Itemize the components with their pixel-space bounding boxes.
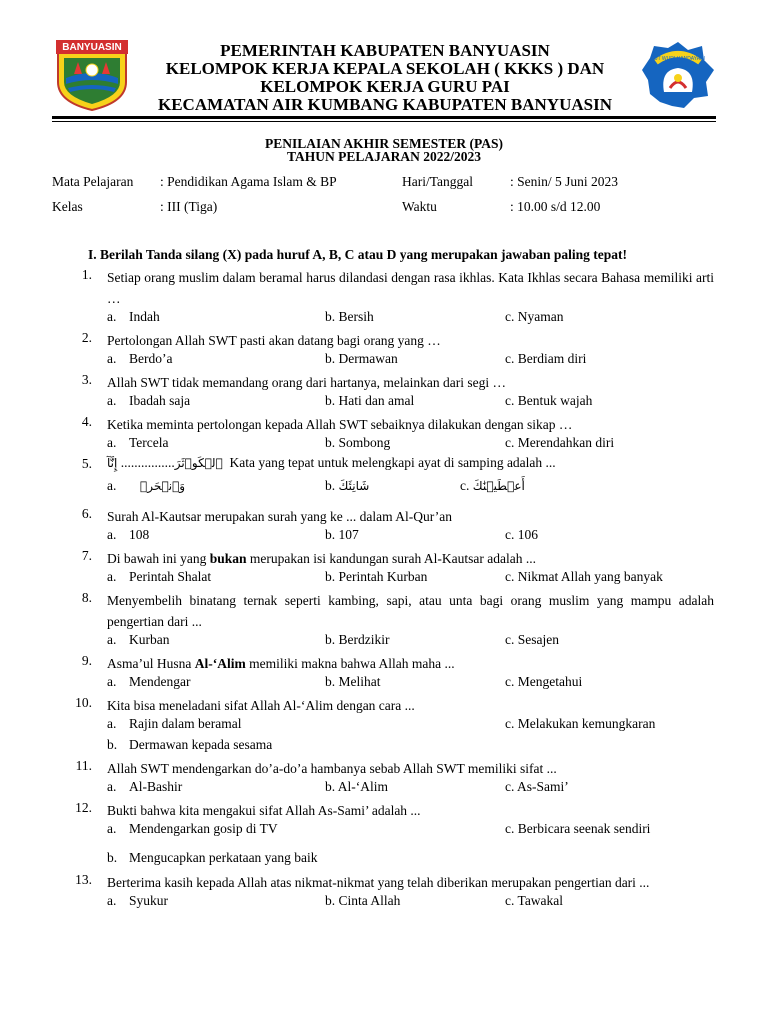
option-a: Mendengarkan gosip di TV — [129, 821, 278, 836]
option-a-label: a. — [107, 351, 117, 366]
header-divider-thin — [52, 121, 716, 122]
header-line-3: KELOMPOK KERJA GURU PAI — [260, 77, 510, 96]
option-c: c. Sesajen — [505, 632, 559, 647]
option-a: وَٱنۡحَرۡ — [140, 479, 186, 493]
question-5-prompt: Kata yang tepat untuk melengkapi ayat di samping adalah ... — [229, 455, 556, 470]
exam-year: TAHUN PELAJARAN 2022/2023 — [286, 149, 481, 164]
banyuasin-logo — [52, 38, 132, 112]
option-a: Al-Bashir — [129, 779, 183, 794]
question-text: Surah Al-Kautsar merupakan surah yang ke ... dalam Al-Qur’an — [107, 509, 453, 524]
header-lines — [130, 42, 640, 114]
option-a: Indah — [129, 309, 160, 324]
option-a-label: a. — [107, 674, 117, 689]
option-b: b. Al-‘Alim — [325, 779, 389, 794]
question-number: 8. — [81, 590, 92, 605]
option-a-label: a. — [107, 893, 117, 908]
option-b-label: b. — [107, 850, 118, 865]
question-number: 6. — [81, 506, 92, 521]
question-number: 5. — [81, 456, 92, 471]
blank-dots: ................ — [120, 455, 175, 470]
option-a-label: a. — [107, 393, 117, 408]
option-b: Dermawan kepada sesama — [129, 737, 273, 752]
option-a-label: a. — [107, 435, 117, 450]
option-a: Rajin dalam beramal — [129, 716, 242, 731]
question-number: 10. — [75, 695, 92, 710]
option-c: c. Nyaman — [505, 309, 564, 324]
option-a: Syukur — [129, 893, 169, 908]
option-a-label: a. — [107, 569, 117, 584]
arabic-verse-part: إِنَّآ — [107, 456, 118, 470]
exam-title: PENILAIAN AKHIR SEMESTER (PAS) — [265, 136, 503, 151]
option-a-label: a. — [107, 309, 117, 324]
question-text: Kita bisa meneladani sifat Allah Al-‘Alim dengan cara ... — [107, 698, 415, 713]
option-c: c. Mengetahui — [505, 674, 583, 689]
tut-wuri-handayani-logo — [640, 40, 716, 108]
question-text: Allah SWT tidak memandang orang dari hartanya, melainkan dari segi … — [107, 375, 507, 390]
option-a-label: a. — [107, 821, 117, 836]
option-c: c. Nikmat Allah yang banyak — [505, 569, 663, 584]
option-c: c. Bentuk wajah — [505, 393, 593, 408]
day-value: : Senin/ 5 Juni 2023 — [510, 174, 619, 189]
question-text: Bukti bahwa kita mengakui sifat Allah As-Sami’ adalah ... — [107, 803, 421, 818]
option-b: b. Cinta Allah — [325, 893, 401, 908]
question-text: Di bawah ini yang bukan merupakan isi kandungan surah Al-Kautsar adalah ... — [107, 551, 536, 566]
option-c: c. As-Sami’ — [505, 779, 569, 794]
header-line-4: KECAMATAN AIR KUMBANG KABUPATEN BANYUASIN — [158, 95, 612, 114]
question-text: Setiap orang muslim dalam beramal harus dilandasi dengan rasa ikhlas. Kata Ikhlas secara Bahasa memiliki arti … — [107, 270, 714, 306]
question-number: 4. — [81, 414, 92, 429]
option-b: b. Hati dan amal — [325, 393, 415, 408]
question-number: 1. — [81, 267, 92, 282]
class-value: : III (Tiga) — [160, 199, 218, 214]
header-line-1: PEMERINTAH KABUPATEN BANYUASIN — [220, 41, 550, 60]
option-c: c. Berbicara seenak sendiri — [505, 821, 651, 836]
class-label: Kelas — [52, 199, 83, 214]
option-c: c. أَعۡطَيۡنَٰكَ — [460, 478, 525, 493]
option-a-label: a. — [107, 478, 117, 493]
option-c: c. Merendahkan diri — [505, 435, 615, 450]
option-c: c. Tawakal — [505, 893, 564, 908]
question-text: Berterima kasih kepada Allah atas nikmat-nikmat yang telah diberikan merupakan pengertian dari ... — [107, 875, 650, 890]
option-b-label: b. — [107, 737, 118, 752]
question-number: 11. — [75, 758, 92, 773]
option-a: Perintah Shalat — [129, 569, 212, 584]
option-c: c. 106 — [505, 527, 538, 542]
option-a: Ibadah saja — [129, 393, 191, 408]
section-instruction: I. Berilah Tanda silang (X) pada huruf A, B, C atau D yang merupakan jawaban paling tepat! — [88, 247, 627, 262]
option-a: Tercela — [129, 435, 169, 450]
svg-text:TUT WURI HANDAYANI: TUT WURI HANDAYANI — [650, 56, 706, 62]
option-a: Berdo’a — [129, 351, 173, 366]
subject-label: Mata Pelajaran — [52, 174, 134, 189]
question-text: Pertolongan Allah SWT pasti akan datang bagi orang yang … — [107, 333, 441, 348]
option-b: b. Berdzikir — [325, 632, 390, 647]
header-line-2: KELOMPOK KERJA KEPALA SEKOLAH ( KKKS ) DAN — [165, 59, 605, 78]
day-label: Hari/Tanggal — [402, 174, 474, 189]
svg-text:BANYUASIN: BANYUASIN — [62, 42, 122, 53]
question-text: Ketika meminta pertolongan kepada Allah SWT sebaiknya dilakukan dengan sikap … — [107, 417, 573, 432]
question-number: 7. — [81, 548, 92, 563]
option-a: 108 — [129, 527, 150, 542]
question-number: 12. — [75, 800, 92, 815]
question-text — [107, 455, 556, 471]
option-b: b. Sombong — [325, 435, 391, 450]
question-text: Menyembelih binatang ternak seperti kambing, sapi, atau unta bagi orang muslim yang mampu adalah pengertian dari ... — [107, 593, 714, 629]
option-a-label: a. — [107, 632, 117, 647]
question-number: 13. — [75, 872, 92, 887]
option-b: b. Dermawan — [325, 351, 398, 366]
option-a: Mendengar — [129, 674, 191, 689]
time-value: : 10.00 s/d 12.00 — [510, 199, 601, 214]
option-b: b. Melihat — [325, 674, 381, 689]
option-c: c. Melakukan kemungkaran — [505, 716, 656, 731]
option-b: Mengucapkan perkataan yang baik — [129, 850, 318, 865]
option-b: b. 107 — [325, 527, 359, 542]
question-number: 2. — [81, 330, 92, 345]
question-text: Allah SWT mendengarkan do’a-do’a hambanya sebab Allah SWT memiliki sifat ... — [107, 761, 557, 776]
option-b: b. Perintah Kurban — [325, 569, 428, 584]
subject-value: : Pendidikan Agama Islam & BP — [160, 174, 337, 189]
question-number: 3. — [81, 372, 92, 387]
question-text: Asma’ul Husna Al-‘Alim memiliki makna bahwa Allah maha ... — [107, 656, 455, 671]
option-a-label: a. — [107, 716, 117, 731]
header-divider-thick — [52, 116, 716, 119]
option-b: b. Bersih — [325, 309, 374, 324]
option-c: c. Berdiam diri — [505, 351, 587, 366]
arabic-verse-part: ٱلۡكَوۡثَرَ — [174, 456, 223, 470]
option-a-label: a. — [107, 527, 117, 542]
option-a-label: a. — [107, 779, 117, 794]
time-label: Waktu — [402, 199, 437, 214]
question-number: 9. — [81, 653, 92, 668]
option-b: b. شَانِئَكَ — [325, 478, 370, 493]
option-a: Kurban — [129, 632, 170, 647]
